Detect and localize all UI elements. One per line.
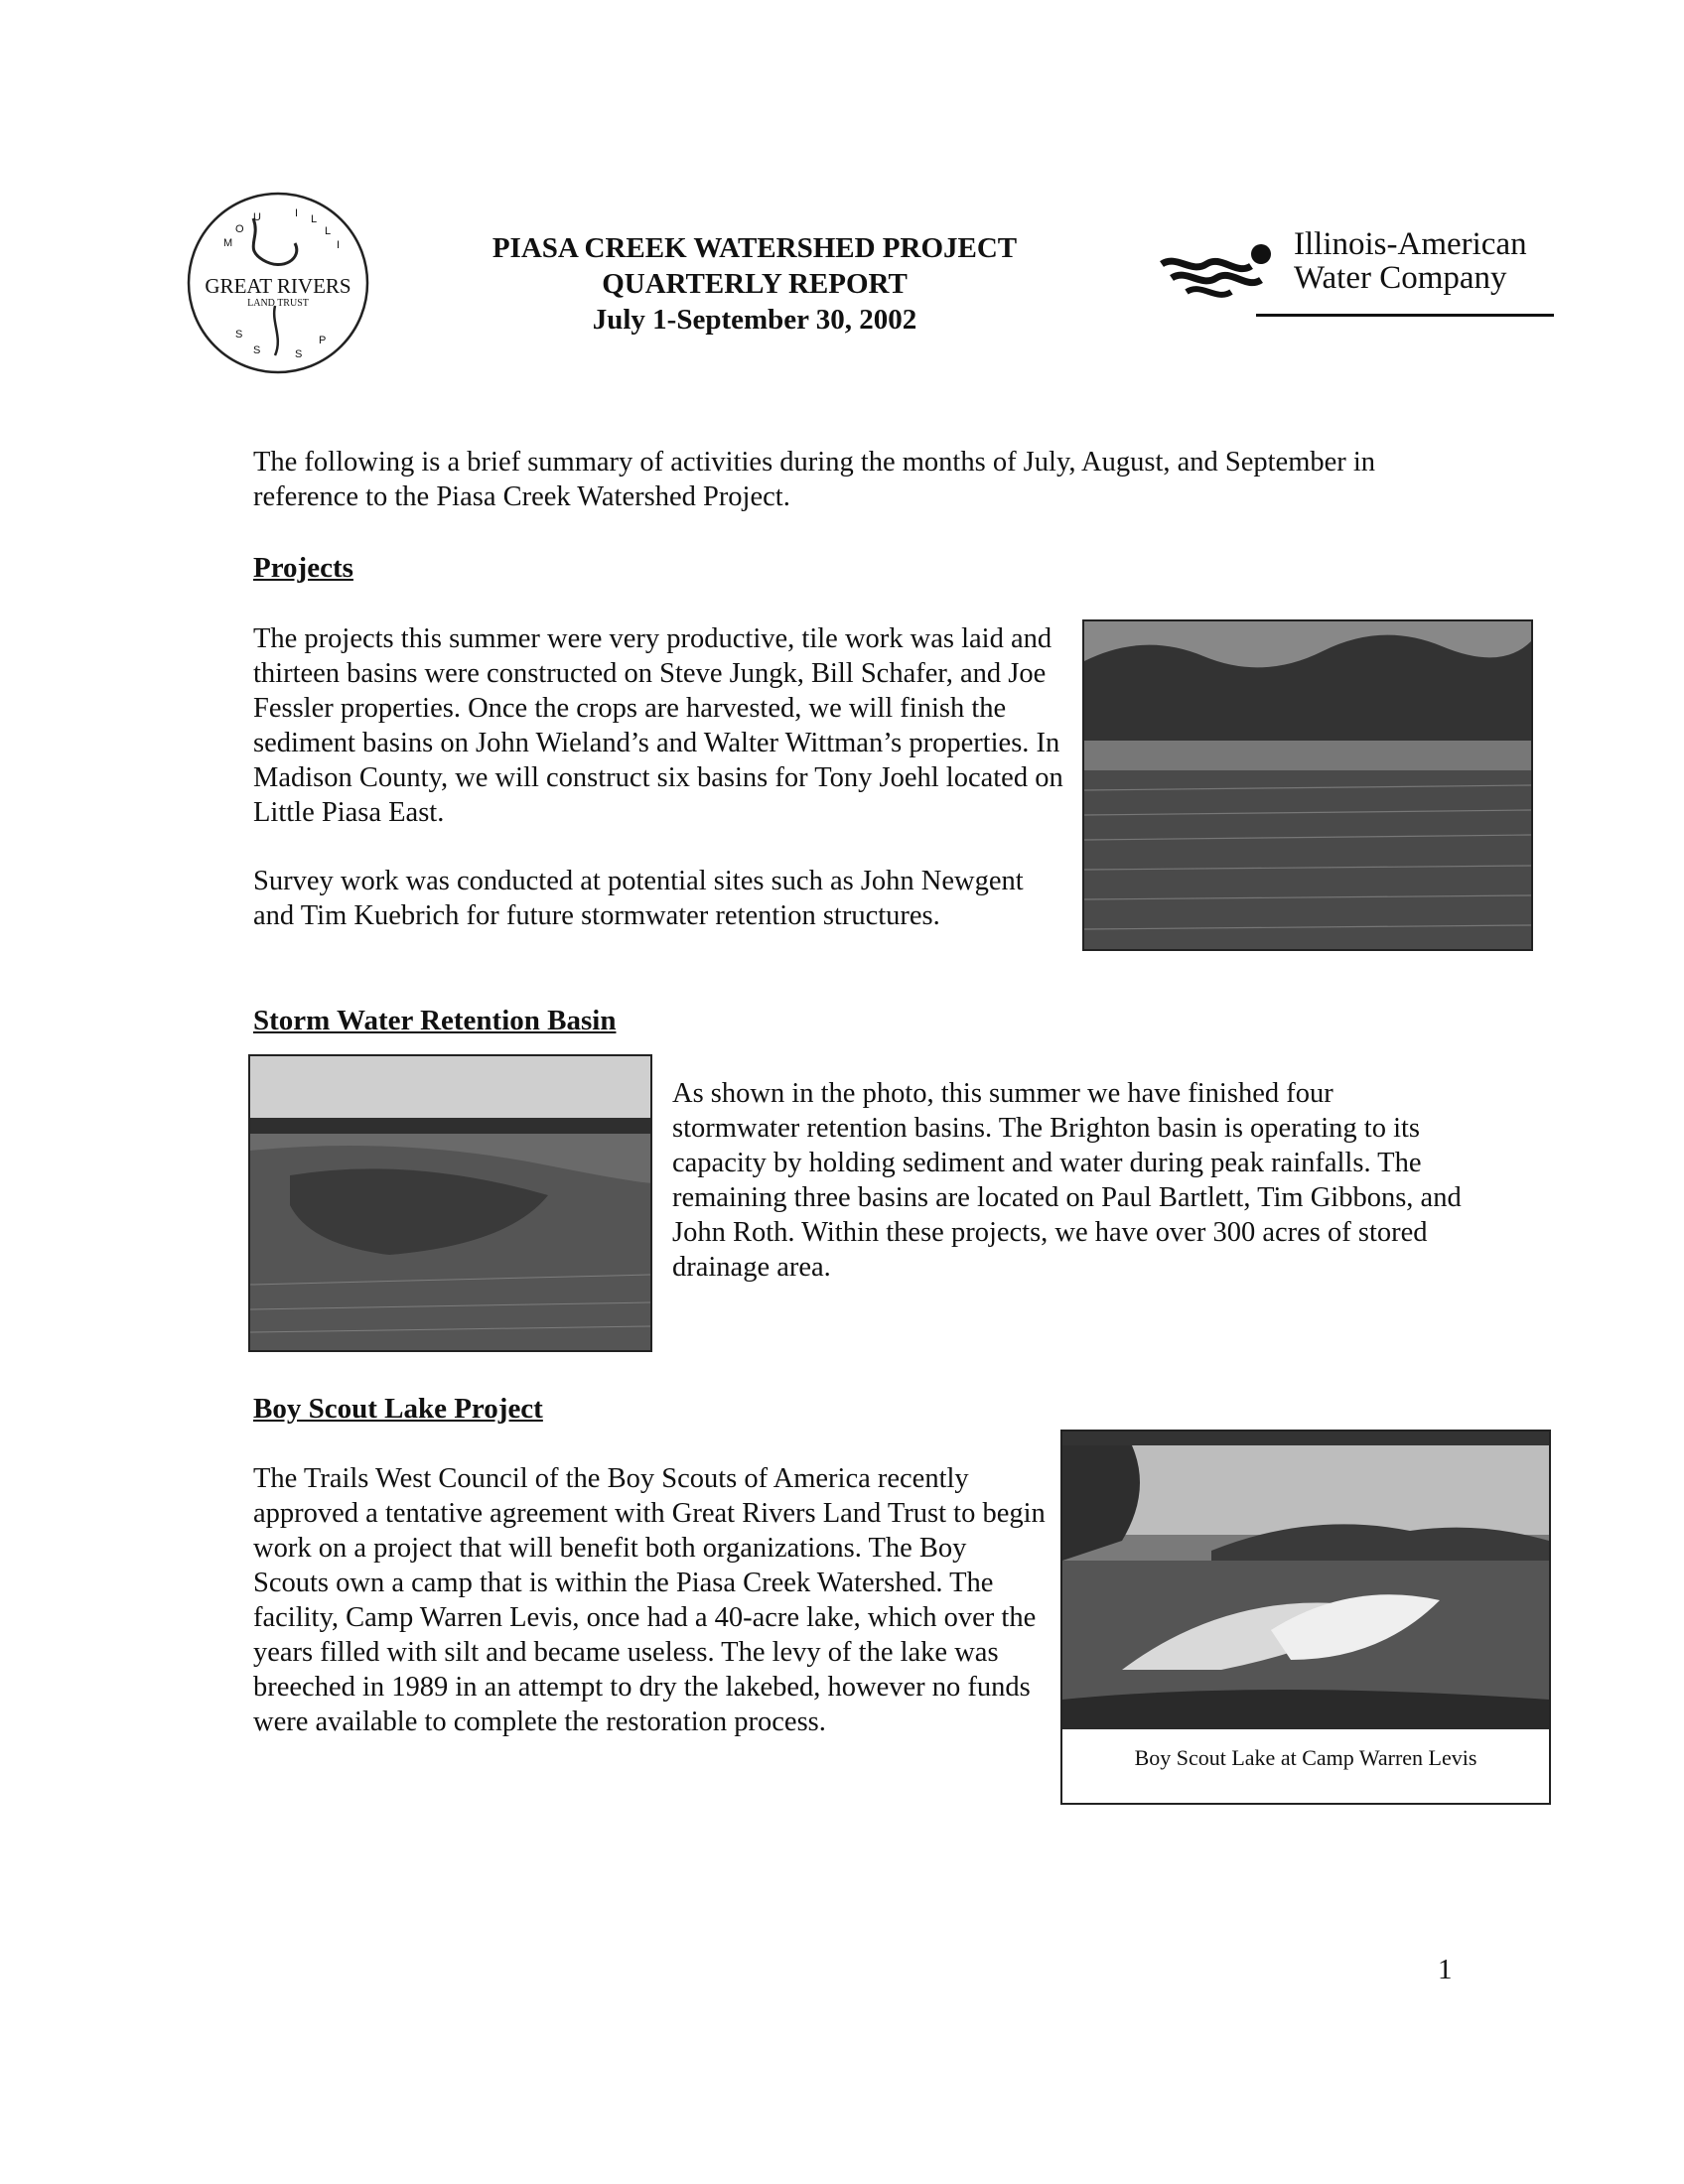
report-title xyxy=(457,230,1052,338)
boyscout-heading: Boy Scout Lake Project xyxy=(253,1393,543,1425)
projects-paragraph-2: Survey work was conducted at potential sites such as John Newgent and Tim Kuebrich for future stormwater retention structures. xyxy=(253,866,1024,931)
projects-heading: Projects xyxy=(253,552,353,584)
intro-paragraph: The following is a brief summary of activities during the months of July, August, and September in reference to the Piasa Creek Watershed Project. xyxy=(253,447,1376,512)
water-wave-icon xyxy=(1157,236,1296,316)
title-line-1: PIASA CREEK WATERSHED PROJECT xyxy=(491,232,1018,264)
great-rivers-logo xyxy=(184,189,372,377)
brand-name-line2: Water Company xyxy=(1294,260,1507,296)
brand-underline xyxy=(1256,314,1554,317)
boyscout-lake-photo xyxy=(1062,1432,1549,1729)
logo-sub-text: LAND TRUST xyxy=(247,298,309,309)
title-line-2: QUARTERLY REPORT xyxy=(602,268,908,300)
svg-text:MOU ILLI SSSP: MOU I LLI SS SP xyxy=(223,207,341,360)
projects-photo xyxy=(1082,619,1533,951)
title-line-3: July 1-September 30, 2002 xyxy=(592,304,917,336)
storm-basin-photo xyxy=(248,1054,652,1352)
illinois-american-logo xyxy=(1157,226,1554,326)
page-number: 1 xyxy=(1438,1954,1453,1985)
boyscout-paragraph: The Trails West Council of the Boy Scouts of America recently approved a tentative agreement with Great Rivers Land Trust to begin work on a project that will benefit both organizations. The Boy Scouts own a camp that is within the Piasa Creek Watershed. The facility, Camp Warren Levis, once had a 40-acre lake, which over the years filled with silt and became useless. The levy of the lake was breeched in 1989 in an attempt to dry the lakebed, however no funds were available to complete the restoration process. xyxy=(253,1463,1046,1737)
storm-paragraph: As shown in the photo, this summer we have finished four stormwater retention basins. The Brighton basin is operating to its capacity by holding sediment and water during peak rainfalls. The remaining three basins are located on Paul Bartlett, Tim Gibbons, and John Roth. Within these projects, we have over 300 acres of stored drainage area. xyxy=(672,1078,1462,1283)
projects-paragraph-1: The projects this summer were very productive, tile work was laid and thirteen basins were constructed on Steve Jungk, Bill Schafer, and Joe Fessler properties. Once the crops are harvested, we will finish the sediment basins on John Wieland’s and Walter Wittman’s properties. In Madison County, we will construct six basins for Tony Joehl located on Little Piasa East. xyxy=(253,623,1063,828)
storm-heading: Storm Water Retention Basin xyxy=(253,1005,617,1036)
brand-name-line1: Illinois-American xyxy=(1294,226,1527,262)
logo-main-text: GREAT RIVERS xyxy=(205,274,351,298)
photo-caption: Boy Scout Lake at Camp Warren Levis xyxy=(1134,1745,1477,1770)
